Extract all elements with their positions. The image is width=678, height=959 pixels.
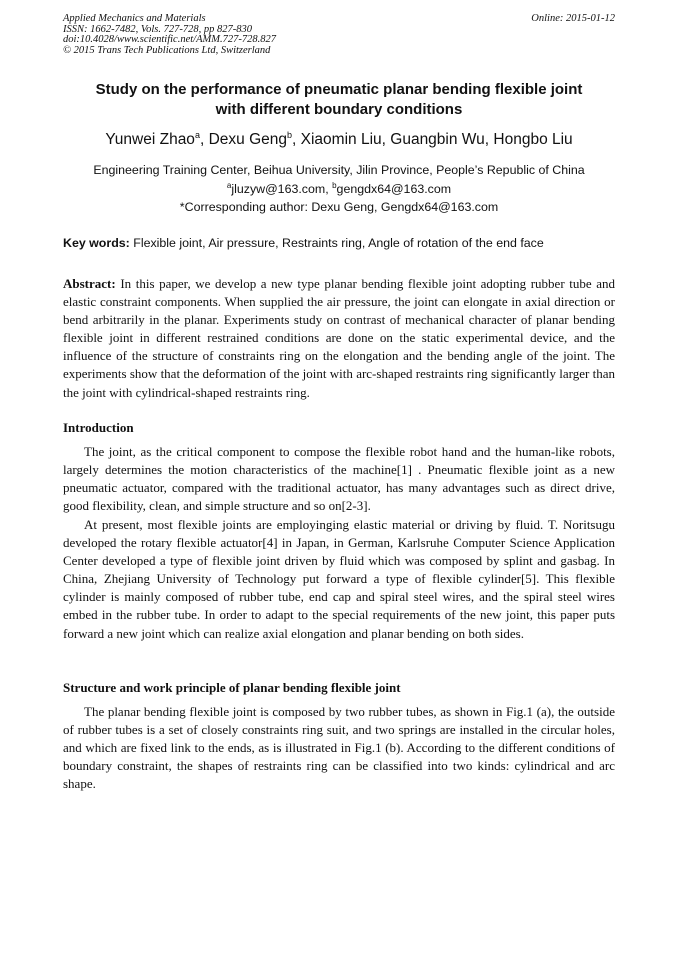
author-superscript: b [287, 129, 293, 140]
author-name: Dexu Geng [208, 131, 287, 148]
keywords-label: Key words: [63, 236, 130, 250]
author-superscript: a [194, 129, 200, 140]
author-list [63, 131, 615, 149]
paper-title [63, 80, 615, 120]
affiliation: Engineering Training Center, Beihua University, Jilin Province, People’s Republic of China [93, 163, 585, 177]
author-separator: , [484, 131, 494, 148]
journal-name: Applied Mechanics and Materials [63, 13, 206, 24]
abstract [63, 275, 615, 402]
abstract-text: In this paper, we develop a new type planar bending flexible joint adopting rubber tube and elastic constraint components. When supplied the air pressure, the joint can elongate in axial direction or bend arbitrarily in the planar. Experiments study on contrast of mechanical character of planar bending flexible joint in different restrained conditions are done on the static experimental device, and the influence of the structure of constraints ring on the elongation and the bending angle of the joint. The experiments show that the deformation of the joint with arc-shaped restraints ring significantly larger than the joint with cylindrical-shaped restraints ring. [63, 276, 615, 400]
author-name: Guangbin Wu [390, 131, 485, 148]
introduction-paragraph-2: At present, most flexible joints are employinging elastic material or driving by fluid. T. Noritsugu developed the rotary flexible actuator[4] in Japan, in German, Karlsruhe Computer Science Application Center developed a type of flexible joint driven by fluid which was composed by splint and gasbag. In China, Zhejiang University of Technology put forward a type of flexible cylinder[5]. This flexible cylinder is mainly composed of rubber tube, end cap and spiral steel wires, and the spiral steel wires embed in the rubber tube. In order to adapt to the special requirements of the new joint, this paper puts forward a new joint which can realize axial elongation and planar bending on both sides. [63, 517, 615, 641]
doi-line: doi:10.4028/www.scientific.net/AMM.727-728.827 [63, 34, 276, 45]
introduction-paragraph-1: The joint, as the critical component to compose the flexible robot hand and the human-like robots, largely determines the motion characteristics of the machine[1] . Pneumatic flexible joint as a new pneumatic actuator, compared with the traditional actuator, has many advantages such as direct drive, good flexibility, clean, and simple structure and so on[2-3]. [63, 444, 615, 514]
email-superscript: b [332, 180, 337, 190]
structure-heading: Structure and work principle of planar bending flexible joint [63, 680, 401, 695]
email-a: jluzyw@163.com [231, 182, 326, 196]
title-line-2: with different boundary conditions [215, 101, 463, 118]
corresponding-author: *Corresponding author: Dexu Geng, Gengdx64@163.com [179, 200, 499, 214]
email-superscript: a [226, 180, 232, 190]
author-name: Yunwei Zhao [105, 131, 195, 148]
email-b: gengdx64@163.com [336, 182, 452, 196]
author-name: Hongbo Liu [493, 131, 573, 148]
structure-paragraph-1: The planar bending flexible joint is composed by two rubber tubes, as shown in Fig.1 (a), the outside of rubber tubes is a set of closely constraints ring suit, and two springs are installed in the circular holes, and which are fixed link to the ends, as is illustrated in Fig.1 (b). According to the different conditions of boundary constraint, the shapes of restraints ring can be classified into two kinds: cylindrical and arc shape. [63, 704, 615, 792]
abstract-label: Abstract: [63, 276, 116, 291]
email-separator: , [325, 182, 333, 196]
author-separator: , [381, 131, 391, 148]
email-line [63, 182, 615, 196]
title-line-1: Study on the performance of pneumatic planar bending flexible joint [95, 81, 583, 98]
author-separator: , [199, 131, 209, 148]
introduction-heading: Introduction [63, 420, 134, 435]
journal-header [63, 14, 615, 56]
keywords-text: Flexible joint, Air pressure, Restraints ring, Angle of rotation of the end face [133, 236, 544, 250]
author-separator: , [292, 131, 301, 148]
issn-line: ISSN: 1662-7482, Vols. 727-728, pp 827-830 [63, 23, 252, 35]
keywords [63, 236, 623, 250]
author-name: Xiaomin Liu [300, 131, 382, 148]
online-date: Online: 2015-01-12 [531, 13, 615, 24]
copyright-line: © 2015 Trans Tech Publications Ltd, Switzerland [63, 44, 271, 56]
